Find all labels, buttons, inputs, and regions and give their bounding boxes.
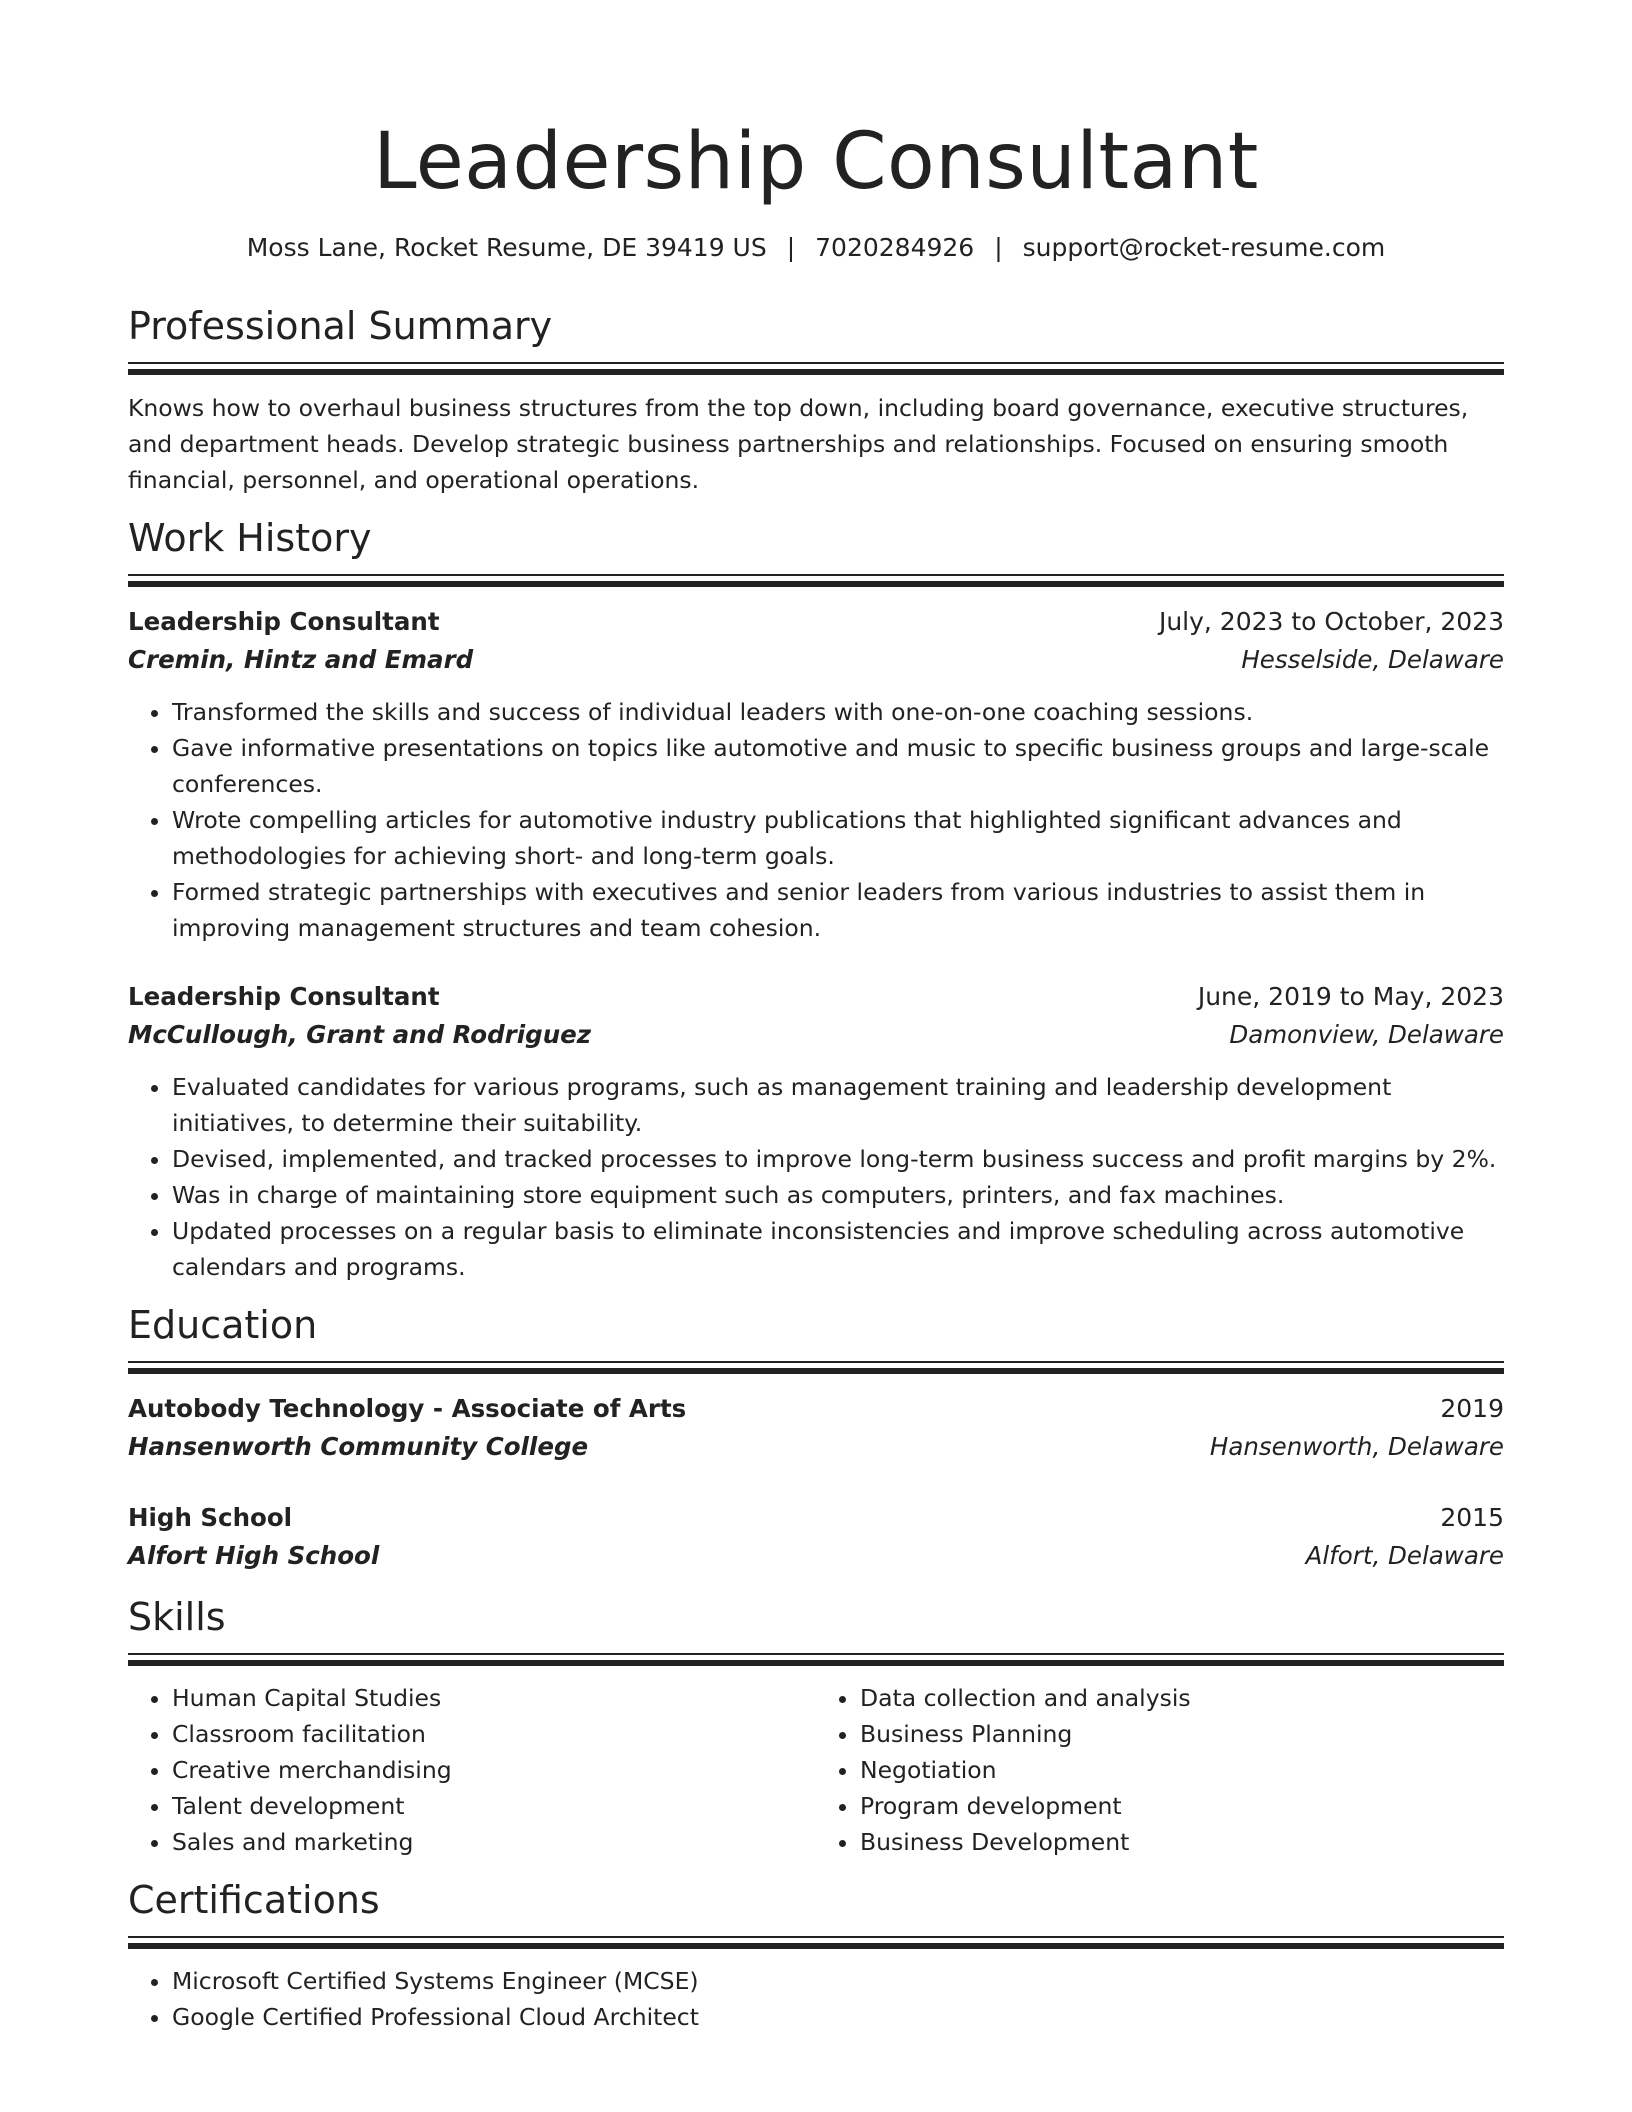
contact-separator: |	[786, 233, 796, 262]
education-year: 2015	[1440, 1503, 1504, 1532]
section-rule-thick	[128, 581, 1504, 587]
job-subheader	[128, 1016, 1504, 1054]
skill-item: • Program development	[860, 1788, 1504, 1824]
skill-item: • Business Planning	[860, 1716, 1504, 1752]
education-school: Alfort High School	[128, 1541, 380, 1570]
education-entry	[128, 1390, 1504, 1466]
section-rule-thick	[128, 369, 1504, 375]
job-bullets	[128, 694, 1504, 946]
job-bullet: • Was in charge of maintaining store equipment such as computers, printers, and fax machines.	[172, 1177, 1504, 1213]
section-rule-thin	[128, 1361, 1504, 1363]
job-bullet: • Gave informative presentations on topics like automotive and music to specific business groups and large-scale conferences.	[172, 730, 1504, 802]
education-subheader	[128, 1537, 1504, 1575]
education-entry	[128, 1499, 1504, 1575]
job-bullet: • Evaluated candidates for various programs, such as management training and leadership development initiatives, to determine their suitability.	[172, 1069, 1504, 1141]
skills-column-right	[816, 1680, 1504, 1860]
section-rule-thin	[128, 1653, 1504, 1655]
section-title-skills: Skills	[128, 1595, 226, 1639]
skill-item: • Human Capital Studies	[172, 1680, 816, 1716]
certifications-section	[128, 1874, 1504, 2035]
contact-phone: 7020284926	[815, 233, 975, 262]
education-location: Alfort, Delaware	[1305, 1541, 1504, 1570]
job-company: McCullough, Grant and Rodriguez	[128, 1020, 592, 1049]
job-bullets	[128, 1069, 1504, 1285]
education-section	[128, 1299, 1504, 1575]
section-rule-thick	[128, 1943, 1504, 1949]
job-subheader	[128, 641, 1504, 679]
section-rule-thin	[128, 362, 1504, 364]
education-header	[128, 1499, 1504, 1537]
section-title-education: Education	[128, 1303, 318, 1347]
job-location: Damonview, Delaware	[1229, 1020, 1504, 1049]
job-bullet: • Transformed the skills and success of individual leaders with one-on-one coaching sessions.	[172, 694, 1504, 730]
education-school: Hansenworth Community College	[128, 1432, 589, 1461]
skill-item: • Business Development	[860, 1824, 1504, 1860]
skill-item: • Sales and marketing	[172, 1824, 816, 1860]
job-bullet: • Formed strategic partnerships with executives and senior leaders from various industries to assist them in improving management structures and team cohesion.	[172, 874, 1504, 946]
education-header	[128, 1390, 1504, 1428]
work-section	[128, 512, 1504, 1285]
section-title-certifications: Certifications	[128, 1878, 380, 1922]
job-title: Leadership Consultant	[128, 607, 440, 636]
contact-line	[128, 230, 1504, 266]
resume-page	[128, 0, 1504, 2035]
certification-item: • Google Certified Professional Cloud Architect	[172, 1999, 1504, 2035]
skill-item: • Classroom facilitation	[172, 1716, 816, 1752]
job-title: Leadership Consultant	[128, 982, 440, 1011]
education-degree: High School	[128, 1503, 293, 1532]
skills-section	[128, 1591, 1504, 1860]
job-bullet: • Devised, implemented, and tracked processes to improve long-term business success and profit margins by 2%.	[172, 1141, 1504, 1177]
skill-item: • Data collection and analysis	[860, 1680, 1504, 1716]
job-company: Cremin, Hintz and Emard	[128, 645, 474, 674]
job-dates: July, 2023 to October, 2023	[1158, 607, 1504, 636]
section-rule-thick	[128, 1660, 1504, 1666]
contact-address: Moss Lane, Rocket Resume, DE 39419 US	[246, 233, 767, 262]
section-rule-thin	[128, 1936, 1504, 1938]
job-bullet: • Wrote compelling articles for automotive industry publications that highlighted significant advances and methodologies for achieving short- and long-term goals.	[172, 802, 1504, 874]
job-bullet: • Updated processes on a regular basis to eliminate inconsistencies and improve scheduling across automotive calendars and programs.	[172, 1213, 1504, 1285]
job-entry	[128, 978, 1504, 1285]
skills-column-left	[128, 1680, 816, 1860]
certifications-list	[128, 1963, 1504, 2035]
education-year: 2019	[1440, 1394, 1504, 1423]
section-title-summary: Professional Summary	[128, 304, 553, 348]
job-header	[128, 603, 1504, 641]
section-rule-thick	[128, 1368, 1504, 1374]
job-entry	[128, 603, 1504, 946]
job-header	[128, 978, 1504, 1016]
certification-item: • Microsoft Certified Systems Engineer (MCSE)	[172, 1963, 1504, 1999]
contact-separator: |	[994, 233, 1003, 262]
job-location: Hesselside, Delaware	[1241, 645, 1504, 674]
skill-item: • Negotiation	[860, 1752, 1504, 1788]
skill-item: • Talent development	[172, 1788, 816, 1824]
job-dates: June, 2019 to May, 2023	[1197, 982, 1504, 1011]
summary-text: Knows how to overhaul business structures from the top down, including board governance, executive structures, and department heads. Develop strategic business partnerships and relationships. Focused on ensuring smooth financial, personnel, and operational operations.	[128, 394, 1469, 494]
section-rule-thin	[128, 574, 1504, 576]
resume-name: Leadership Consultant	[373, 117, 1259, 207]
contact-email: support@rocket-resume.com	[1022, 233, 1386, 262]
education-location: Hansenworth, Delaware	[1209, 1432, 1504, 1461]
education-subheader	[128, 1428, 1504, 1466]
section-title-work: Work History	[128, 516, 372, 560]
skill-item: • Creative merchandising	[172, 1752, 816, 1788]
skills-grid	[128, 1680, 1504, 1860]
summary-section	[128, 300, 1504, 498]
education-degree: Autobody Technology - Associate of Arts	[128, 1394, 687, 1423]
